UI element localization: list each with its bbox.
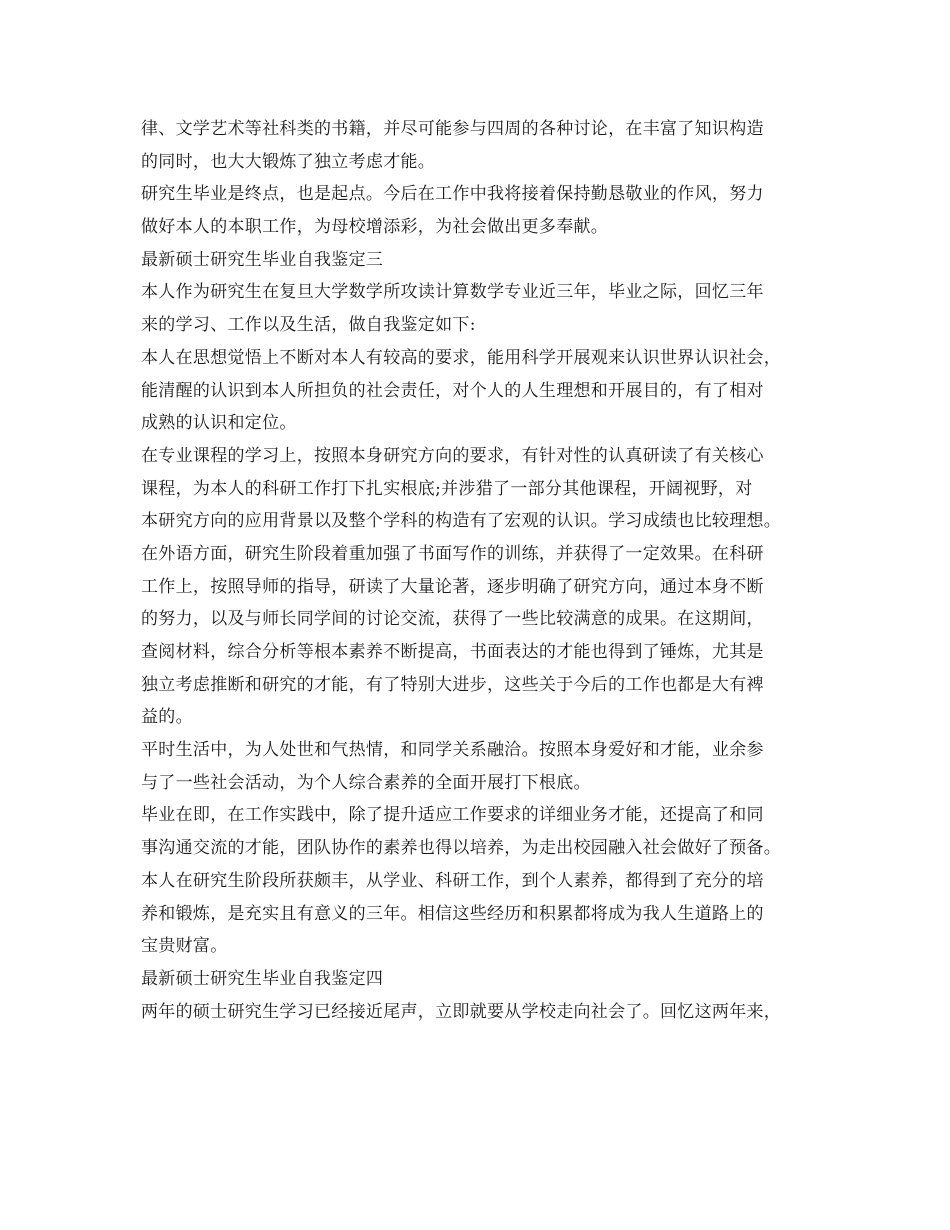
section-heading: 最新硕士研究生毕业自我鉴定四 [141,968,384,989]
text-line: 查阅材料，综合分析等根本素养不断提高，书面表达的才能也得到了锤炼，尤其是 [141,642,764,662]
text-line: 研究生毕业是终点，也是起点。今后在工作中我将接着保持勤恳敬业的作风，努力 [141,184,764,205]
text-line: 本人作为研究生在复旦大学数学所攻读计算数学专业近三年，毕业之际，回忆三年 [141,282,764,303]
text-line: 平时生活中，为人处世和气热情，和同学关系融洽。按照本身爱好和才能，业余参 [141,740,764,761]
text-line: 本人在研究生阶段所获颇丰，从学业、科研工作，到个人素养，都得到了充分的培 [141,870,764,891]
text-line: 做好本人的本职工作，为母校增添彩，为社会做出更多奉献。 [141,217,609,238]
text-line: 事沟通交流的才能，团队协作的素养也得以培养，为走出校园融入社会做好了预备。 [141,838,782,859]
text-line: 来的学习、工作以及生活，做自我鉴定如下: [141,315,476,336]
text-line: 成熟的认识和定位。 [141,413,297,434]
text-line: 益的。 [141,707,193,728]
text-line: 律、文学艺术等社科类的书籍，并尽可能参与四周的各种讨论，在丰富了知识构造 [141,119,764,139]
text-line: 与了一些社会活动，为个人综合素养的全面开展打下根底。 [141,772,591,793]
text-line: 毕业在即，在工作实践中，除了提升适应工作要求的详细业务才能，还提高了和同 [141,805,764,826]
text-line: 养和锻炼，是充实且有意义的三年。相信这些经历和积累都将成为我人生道路上的 [141,903,764,924]
text-line: 能清醒的认识到本人所担负的社会责任，对个人的人生理想和开展目的，有了相对 [141,380,764,401]
text-line: 的努力，以及与师长同学间的讨论交流，获得了一些比较满意的成果。在这期间， [141,609,764,630]
text-line: 宝贵财富。 [141,936,228,957]
text-line: 的同时，也大大锻炼了独立考虑才能。 [141,151,436,172]
text-line: 独立考虑推断和研究的才能，有了特别大进步，这些关于今后的工作也都是大有裨 [141,674,764,695]
document-body [141,113,821,1028]
text-line: 两年的硕士研究生学习已经接近尾声，立即就要从学校走向社会了。回忆这两年来， [141,1001,782,1022]
text-line: 在专业课程的学习上，按照本身研究方向的要求，有针对性的认真研读了有关核心 [141,445,764,466]
section-heading: 最新硕士研究生毕业自我鉴定三 [141,249,384,270]
text-line: 本人在思想觉悟上不断对本人有较高的要求，能用科学开展观来认识世界认识社会， [141,347,782,368]
text-line: 在外语方面，研究生阶段着重加强了书面写作的训练，并获得了一定效果。在科研 [141,543,764,564]
text-line: 本研究方向的应用背景以及整个学科的构造有了宏观的认识。学习成绩也比较理想。 [141,511,782,532]
text-line: 工作上，按照导师的指导，研读了大量论著，逐步明确了研究方向，通过本身不断 [141,576,764,597]
text-line: 课程，为本人的科研工作打下扎实根底;并涉猎了一部分其他课程，开阔视野，对 [141,478,753,499]
